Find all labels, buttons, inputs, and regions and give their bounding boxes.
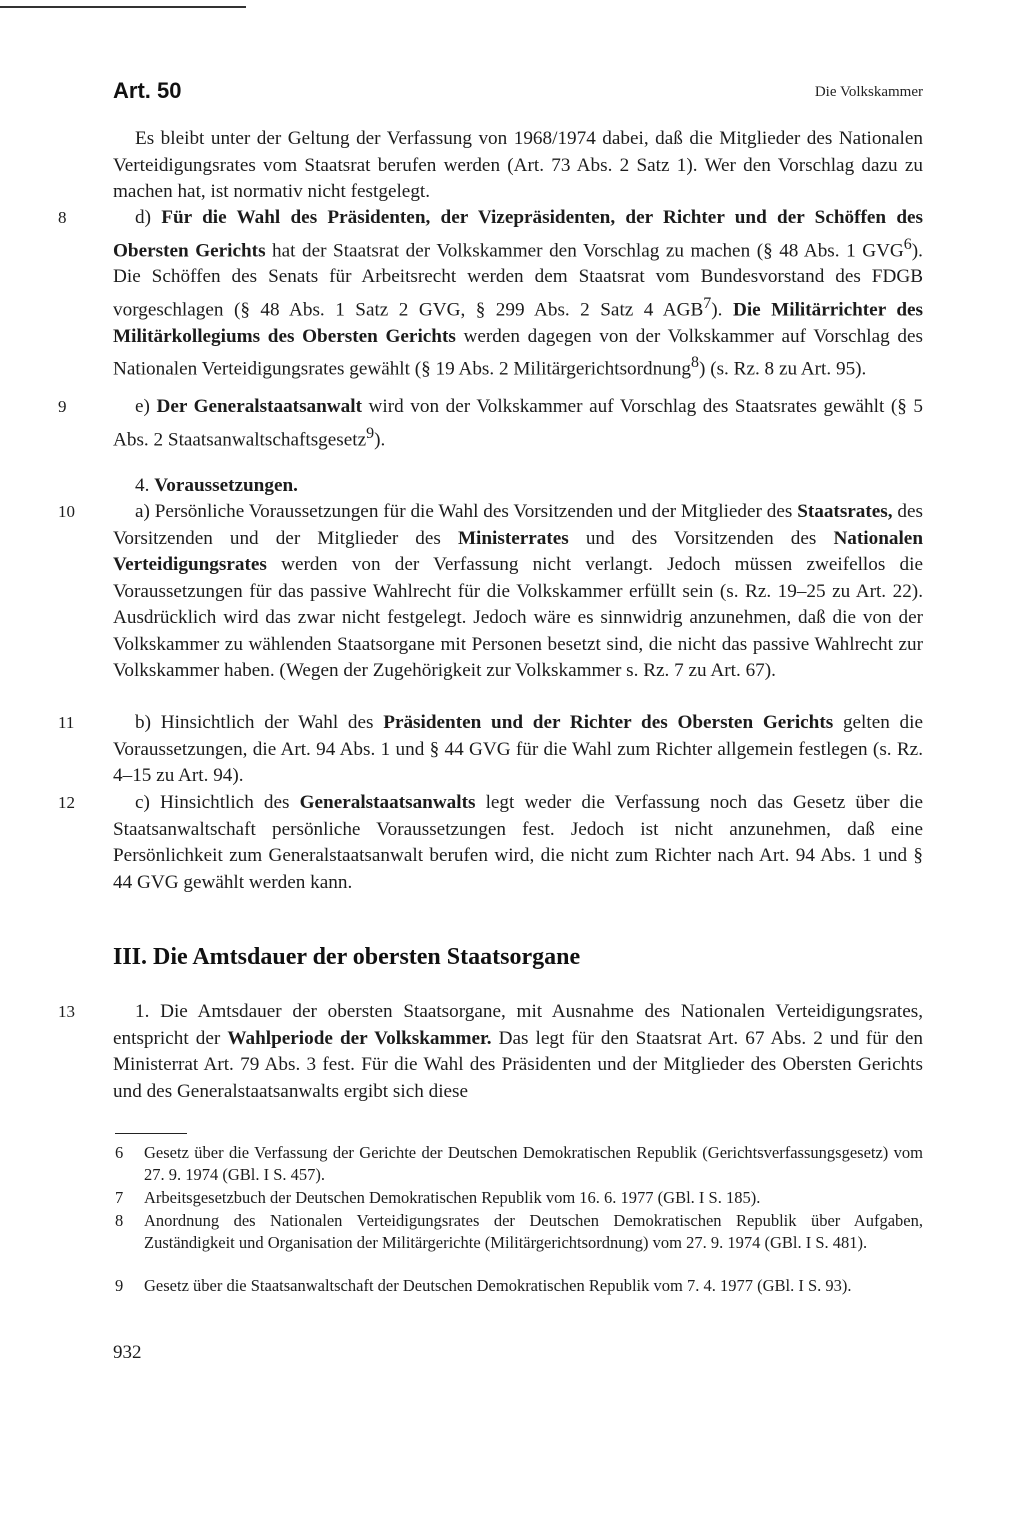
paragraph-11 bbox=[113, 710, 923, 790]
margin-number-8: 8 bbox=[58, 208, 67, 227]
footnote-text: Arbeitsgesetzbuch der Deutschen Demokratischen Republik vom 16. 6. 1977 (GBl. I S. 185). bbox=[144, 1188, 761, 1207]
footnote-text: Gesetz über die Staatsanwaltschaft der Deutschen Demokratischen Republik vom 7. 4. 1977 (GBl. I S. 93). bbox=[144, 1276, 852, 1295]
subheading-title: Voraussetzungen. bbox=[154, 475, 298, 496]
footnote-ref: 7 bbox=[703, 294, 712, 312]
footnote-number: 7 bbox=[115, 1188, 124, 1207]
paragraph-text: Es bleibt unter der Geltung der Verfassung von 1968/1974 dabei, daß die Mitglieder des Nationalen Verteidigungsrates vom Staatsrat berufen werden (Art. 73 Abs. 2 Satz 1). Wer den Vorschlag dazu zu machen hat, ist normativ nicht festgelegt. bbox=[113, 128, 923, 202]
paragraph-text: b) Hinsichtlich der Wahl des Präsidenten und der Richter des Obersten Gerichts gelten die Voraussetzungen, die Art. 94 Abs. 1 und § 44 GVG für die Wahl zum Richter allgemein festlegen (s. Rz. 4–15 zu Art. 94). bbox=[113, 712, 924, 786]
footnote-text: Gesetz über die Verfassung der Gerichte der Deutschen Demokratischen Republik (Gerichtsverfassungsgesetz) vom 27. 9. 1974 (GBl. I S. 457). bbox=[144, 1143, 923, 1184]
article-label: Art. 50 bbox=[113, 78, 182, 103]
emphasis: Generalstaatsanwalts bbox=[299, 792, 476, 813]
paragraph-12 bbox=[113, 790, 923, 896]
emphasis: Ministerrates bbox=[457, 527, 569, 549]
footnote-number: 6 bbox=[115, 1143, 124, 1162]
footnote-ref: 8 bbox=[691, 354, 700, 372]
emphasis: Nationalen Verteidigungsrates bbox=[113, 527, 923, 575]
footnote-9 bbox=[115, 1275, 923, 1297]
footnote-6 bbox=[115, 1142, 923, 1186]
margin-number-13: 13 bbox=[58, 1002, 75, 1021]
footnote-rule bbox=[115, 1133, 187, 1134]
page-number: 932 bbox=[113, 1342, 142, 1363]
page-header bbox=[113, 78, 923, 108]
paragraph-text: 1. Die Amtsdauer der obersten Staatsorgane, mit Ausnahme des Nationalen Verteidigungsrates, entspricht der Wahlperiode der Volkskammer. Das legt für den Staatsrat Art. 67 Abs. 2 und für den Ministerrat Art. 79 Abs. 3 fest. Für die Wahl des Präsidenten und der Mitglieder des Obersten Gerichts und des Generalstaatsanwalts ergibt sich diese bbox=[113, 1001, 923, 1102]
emphasis: Der Generalstaatsanwalt bbox=[156, 396, 362, 417]
paragraph-text: d) Für die Wahl des Präsidenten, der Vizepräsidenten, der Richter und der Schöffen des Obersten Gerichts hat der Staatsrat der Volkskammer den Vorschlag zu machen (§ 48 Abs. 1 GVG$^6$). Die Schöffen des Senats für Arbeitsrecht werden dem Staatsrat vom Bundesvorstand des FDGB vorgeschlagen (§ 48 Abs. 1 Satz 2 GVG, § 299 Abs. 2 Satz 4 AGB$^7$). Die Militärrichter des Militärkollegiums des Obersten Gerichts werden dagegen von der Volkskammer auf Vorschlag des Nationalen Verteidigungsrates gewählt (§ 19 Abs. 2 Militärgerichtsordnung$^8$) (s. Rz. 8 zu Art. 95). bbox=[113, 207, 923, 380]
paragraph-text: e) Der Generalstaatsanwalt wird von der Volkskammer auf Vorschlag des Staatsrates gewählt (§ 5 Abs. 2 Staatsanwaltschaftsgesetz$^9$). bbox=[113, 396, 923, 450]
paragraph-text: c) Hinsichtlich des Generalstaatsanwalts legt weder die Verfassung noch das Gesetz über die Staatsanwaltschaft persönliche Voraussetzungen fest. Jedoch ist nicht anzunehmen, daß eine Persönlichkeit zum Generalstaatsanwalt berufen wird, die nicht zum Richter nach Art. 94 Abs. 1 und § 44 GVG gewählt werden kann. bbox=[113, 792, 924, 893]
footnote-text: Anordnung des Nationalen Verteidigungsrates der Deutschen Demokratischen Republik über Aufgaben, Zuständigkeit und Organisation der Militärgerichte (Militärgerichtsordnung) vom 27. 9. 1974 (GBl. I S. 481). bbox=[144, 1211, 923, 1252]
emphasis: Staatsrates, bbox=[797, 501, 893, 522]
emphasis: Die Militärrichter des Militärkollegiums des Obersten Gerichts bbox=[113, 299, 923, 347]
footnote-8 bbox=[115, 1210, 923, 1254]
paragraph-8 bbox=[113, 205, 923, 383]
margin-number-12: 12 bbox=[58, 793, 75, 812]
paragraph-text: a) Persönliche Voraussetzungen für die Wahl des Vorsitzenden und der Mitglieder des Staatsrates, des Vorsitzenden und der Mitglieder des Ministerrates und des Vorsitzenden des Nationalen Verteidigungsrates werden von der Verfassung nicht verlangt. Jedoch müssen zweifellos die Voraussetzungen für das passive Wahlrecht für die Volkskammer erfüllt sein (s. Rz. 19–25 zu Art. 22). Ausdrücklich wird das zwar nicht festgelegt. Jedoch wäre es sinnwidrig anzunehmen, daß die von der Volkskammer zu wählenden Staatsorgane mit Personen besetzt sind, die nicht das passive Wahlrecht zur Volkskammer haben. (Wegen der Zugehörigkeit zur Volkskammer s. Rz. 7 zu Art. 67). bbox=[113, 501, 923, 681]
subheading: 4. Voraussetzungen. bbox=[135, 475, 298, 496]
paragraph-13 bbox=[113, 999, 923, 1105]
paragraph-9 bbox=[113, 394, 923, 453]
margin-number-10: 10 bbox=[58, 502, 75, 521]
margin-number-11: 11 bbox=[58, 713, 75, 732]
paragraph-continuation bbox=[113, 126, 923, 206]
section-heading: III. Die Amtsdauer der obersten Staatsorgane bbox=[113, 944, 581, 970]
emphasis: Wahlperiode der Volkskammer. bbox=[227, 1027, 492, 1049]
emphasis: Präsidenten und der Richter des Obersten Gerichts bbox=[383, 712, 834, 733]
margin-number-9: 9 bbox=[58, 397, 67, 416]
footnote-ref: 6 bbox=[903, 235, 912, 253]
footnote-number: 9 bbox=[115, 1276, 124, 1295]
paragraph-10 bbox=[113, 499, 923, 685]
footnote-7 bbox=[115, 1187, 923, 1209]
footnote-ref: 9 bbox=[366, 424, 375, 442]
running-title: Die Volkskammer bbox=[814, 84, 923, 100]
top-rule bbox=[0, 6, 246, 8]
emphasis: Für die Wahl des Präsidenten, der Vizepräsidenten, der Richter und der Schöffen des Obersten Gerichts bbox=[113, 207, 923, 261]
footnote-number: 8 bbox=[115, 1211, 124, 1230]
